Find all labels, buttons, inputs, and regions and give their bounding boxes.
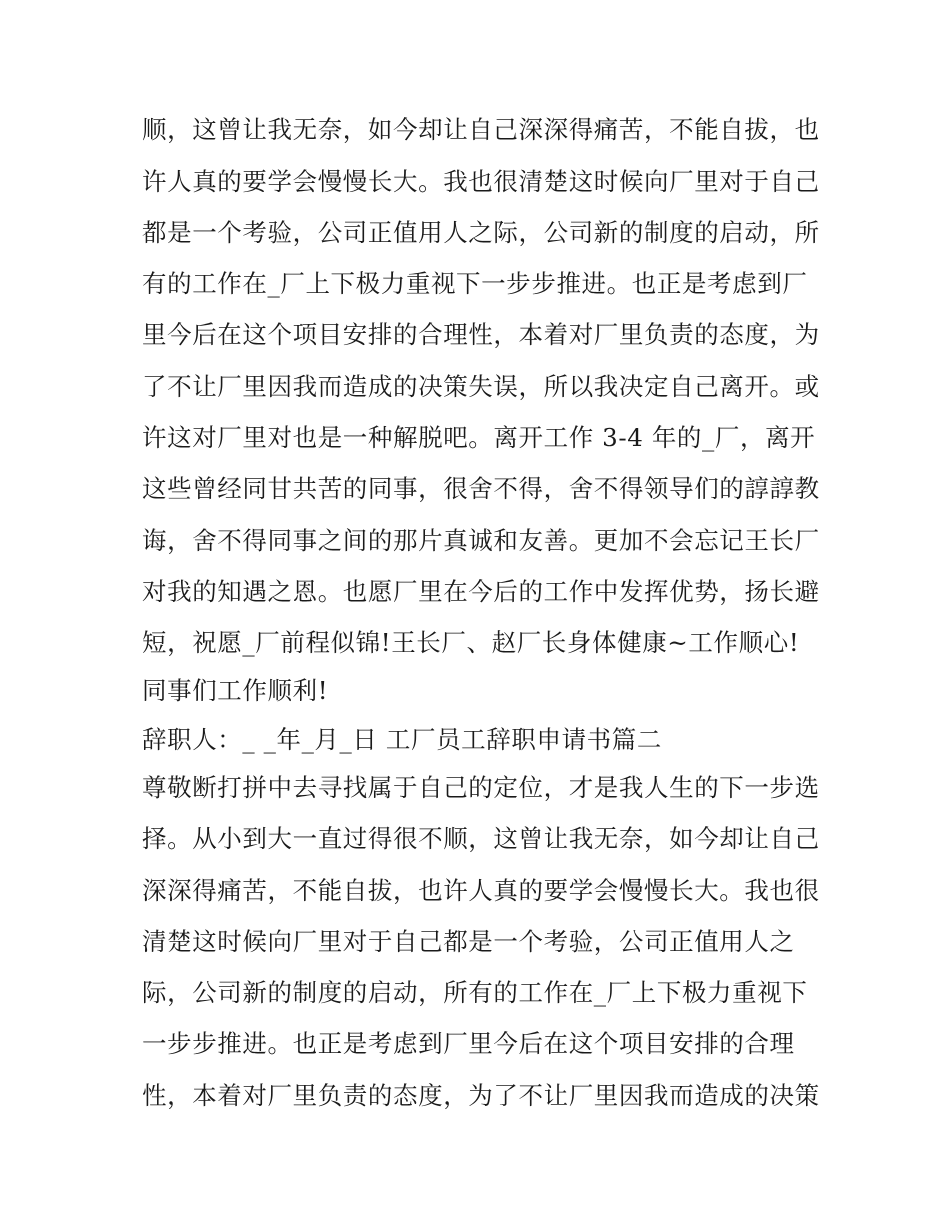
text-line-8: 这些曾经同甘共苦的同事，很舍不得，舍不得领导们的諄諄教 [142,474,820,503]
text-line-3: 都是一个考验，公司正值用人之际，公司新的制度的启动，所 [142,218,820,247]
text-line-19: 一步步推进。也正是考虑到厂里今后在这个项目安排的合理 [142,1029,795,1058]
text-line-4: 有的工作在_厂上下极力重视下一步步推进。也正是考虑到厂 [142,269,808,298]
text-line-15: 择。从小到大一直过得很不顺，这曾让我无奈，如今却让自己 [142,824,820,853]
text-line-7: 许这对厂里对也是一种解脱吧。离开工作 3-4 年的_厂，离开 [142,423,816,452]
text-line-18: 际，公司新的制度的启动，所有的工作在_厂上下极力重视下 [142,978,808,1007]
signature-line: 辞职人：_ _年_月_日 工厂员工辞职申请书篇二 [142,725,662,754]
text-line-14: 尊敬断打拼中去寻找属于自己的定位，才是我人生的下一步选 [142,773,820,802]
text-line-20: 性，本着对厂里负责的态度，为了不让厂里因我而造成的决策 [142,1081,820,1110]
text-line-9: 诲，舍不得同事之间的那片真诚和友善。更加不会忘记王长厂 [142,526,820,555]
text-line-10: 对我的知遇之恩。也愿厂里在今后的工作中发挥优势，扬长避 [142,577,820,606]
text-line-1: 顺，这曾让我无奈，如今却让自己深深得痛苦，不能自拔，也 [142,115,820,144]
text-line-6: 了不让厂里因我而造成的决策失误，所以我决定自己离开。或 [142,372,820,401]
text-line-5: 里今后在这个项目安排的合理性，本着对厂里负责的态度，为 [142,320,820,349]
text-line-2: 许人真的要学会慢慢长大。我也很清楚这时候向厂里对于自己 [142,167,820,196]
text-line-16: 深深得痛苦，不能自拔，也许人真的要学会慢慢长大。我也很 [142,876,820,905]
text-line-12: 同事们工作顺利! [142,676,329,705]
text-line-11: 短，祝愿_厂前程似锦!王长厂、赵厂长身体健康~工作顺心! [142,628,800,657]
text-line-17: 清楚这时候向厂里对于自己都是一个考验，公司正值用人之 [142,927,795,956]
